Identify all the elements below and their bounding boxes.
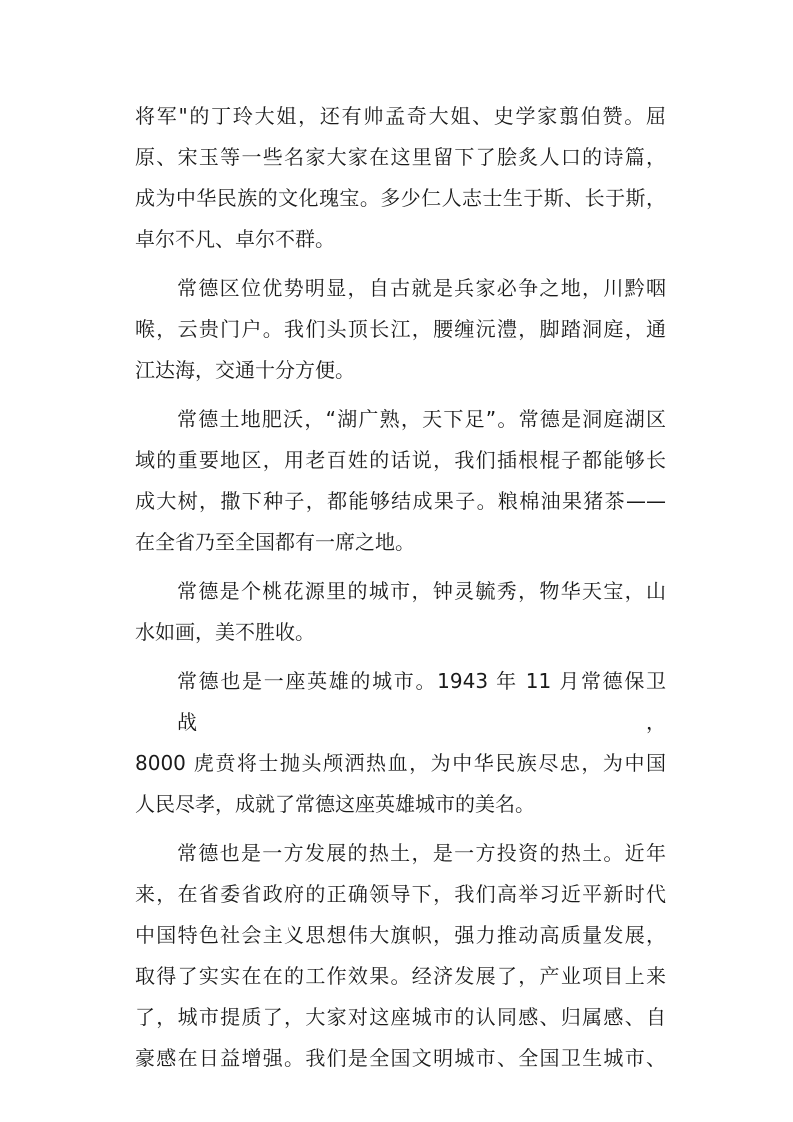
text-line: 将军"的丁玲大姐，还有帅孟奇大姐、史学家翦伯赞。屈: [135, 104, 666, 128]
text-line: 8000 虎贲将士抛头颅洒热血，为中华民族尽忠，为中国: [135, 751, 666, 775]
text-line: 水如画，美不胜收。: [135, 620, 315, 644]
text-line: 域的重要地区，用老百姓的话说，我们插根棍子都能够长: [135, 448, 666, 472]
text-line: 人民尽孝，成就了常德这座英雄城市的美名。: [135, 792, 535, 816]
text-line: 常德也是一座英雄的城市。1943 年 11 月常德保卫战，: [177, 669, 666, 734]
text-line: 常德也是一方发展的热土，是一方投资的热土。近年: [177, 841, 666, 865]
document-body: [135, 96, 666, 1087]
text-line: 原、宋玉等一些名家大家在这里留下了脍炙人口的诗篇，: [135, 145, 666, 169]
text-line: 来，在省委省政府的正确领导下，我们高举习近平新时代: [135, 882, 666, 906]
text-line: 成为中华民族的文化瑰宝。多少仁人志士生于斯、长于斯，: [135, 186, 666, 210]
text-line: 了，城市提质了，大家对这座城市的认同感、归属感、自: [135, 1005, 666, 1029]
paragraph: [135, 571, 666, 653]
text-line: 中国特色社会主义思想伟大旗帜，强力推动高质量发展，: [135, 923, 666, 947]
text-line: 豪感在日益增强。我们是全国文明城市、全国卫生城市、: [135, 1046, 666, 1070]
paragraph: [135, 833, 666, 1079]
text-line: 喉，云贵门户。我们头顶长江，腰缠沅澧，脚踏洞庭，通: [135, 317, 666, 341]
text-line: 常德是个桃花源里的城市，钟灵毓秀，物华天宝，山: [177, 579, 666, 603]
text-line: 在全省乃至全国都有一席之地。: [135, 530, 415, 554]
text-line: 卓尔不凡、卓尔不群。: [135, 227, 335, 251]
text-line: 常德区位优势明显，自古就是兵家必争之地，川黔咽: [177, 276, 666, 300]
paragraph: [135, 268, 666, 391]
text-line: 成大树，撒下种子，都能够结成果子。粮棉油果猪茶——: [135, 489, 666, 513]
paragraph: [135, 399, 666, 563]
text-line: 取得了实实在在的工作效果。经济发展了，产业项目上来: [135, 964, 666, 988]
paragraph: [135, 96, 666, 260]
paragraph: [135, 661, 666, 825]
text-line: 常德土地肥沃，“湖广熟，天下足”。常德是洞庭湖区: [177, 407, 666, 431]
text-line: 江达海，交通十分方便。: [135, 358, 355, 382]
